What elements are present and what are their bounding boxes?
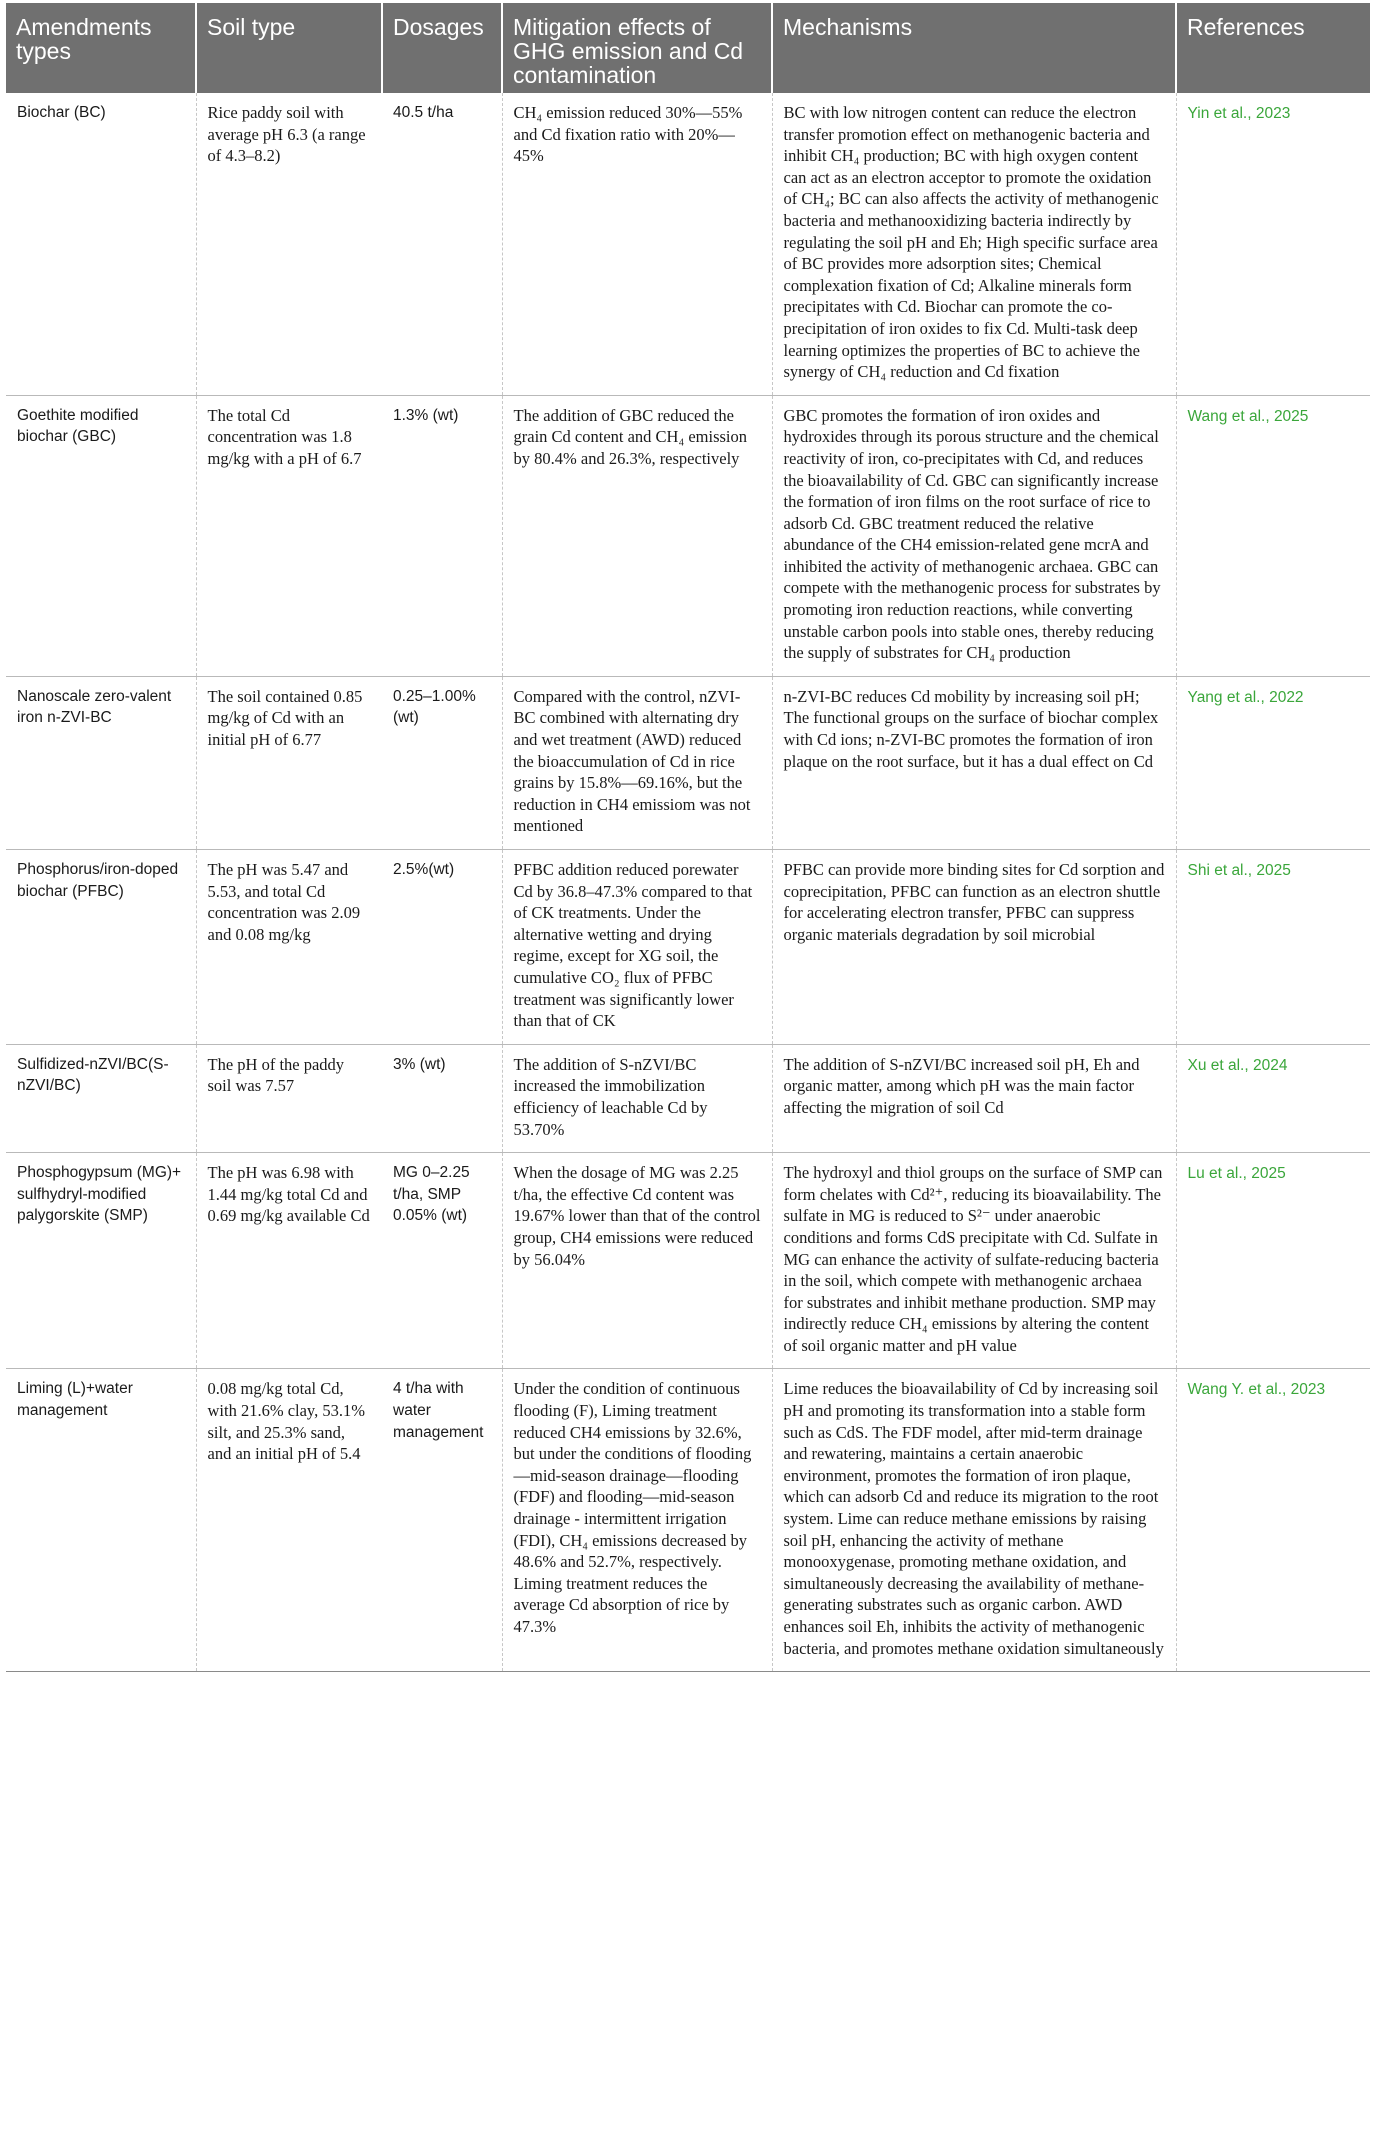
reference-link[interactable]: Yang et al., 2022 <box>1187 688 1304 706</box>
reference-cell <box>1176 850 1370 1045</box>
header-row <box>6 3 1370 93</box>
mitigation-cell: Compared with the control, nZVI-BC combined with alternating dry and wet treatment (AWD) reduced the bioaccumulation of Cd in rice grains by 15.8%—69.16%, but the reduction in CH4 emissiom was not mentioned <box>502 676 772 849</box>
amendment-cell: Phosphorus/iron-doped biochar (PFBC) <box>6 850 196 1045</box>
dosage-cell: 3% (wt) <box>382 1044 502 1152</box>
table-row <box>6 676 1370 849</box>
header-amendments: Amendments types <box>6 3 196 93</box>
mitigation-cell: The addition of GBC reduced the grain Cd content and CH₄ emission by 80.4% and 26.3%, respectively <box>502 395 772 676</box>
amendment-cell: Goethite modified biochar (GBC) <box>6 395 196 676</box>
mechanism-cell: The addition of S-nZVI/BC increased soil pH, Eh and organic matter, among which pH was the main factor affecting the migration of soil Cd <box>772 1044 1176 1152</box>
mechanism-cell: The hydroxyl and thiol groups on the surface of SMP can form chelates with Cd²⁺, reducing its bioavailability. The sulfate in MG is reduced to S²⁻ under anaerobic conditions and forms CdS precipitate with Cd. Sulfate in MG can enhance the activity of sulfate-reducing bacteria in the soil, which compete with methanogenic archaea for substrates and inhibit methane production. SMP may indirectly reduce CH₄ emissions by altering the content of soil organic matter and pH value <box>772 1153 1176 1369</box>
soil-cell: The total Cd concentration was 1.8 mg/kg with a pH of 6.7 <box>196 395 382 676</box>
dosage-cell: 4 t/ha with water management <box>382 1369 502 1672</box>
mitigation-cell: CH₄ emission reduced 30%—55% and Cd fixation ratio with 20%—45% <box>502 93 772 395</box>
table-row <box>6 395 1370 676</box>
table-row <box>6 850 1370 1045</box>
header-references: References <box>1176 3 1370 93</box>
reference-cell <box>1176 676 1370 849</box>
table-row <box>6 1153 1370 1369</box>
reference-link[interactable]: Lu et al., 2025 <box>1187 1165 1286 1183</box>
table-row <box>6 1369 1370 1672</box>
table-body <box>6 93 1370 1672</box>
amendment-cell: Sulfidized-nZVI/BC(S-nZVI/BC) <box>6 1044 196 1152</box>
dosage-cell: 40.5 t/ha <box>382 93 502 395</box>
amendment-cell: Biochar (BC) <box>6 93 196 395</box>
reference-link[interactable]: Xu et al., 2024 <box>1187 1056 1288 1074</box>
reference-cell <box>1176 1153 1370 1369</box>
header-mitigation: Mitigation effects of GHG emission and Cd contamination <box>502 3 772 93</box>
mitigation-cell: Under the condition of continuous flooding (F), Liming treatment reduced CH4 emissions by 32.6%, but under the conditions of flooding—mid-season drainage—flooding (FDF) and flooding—mid-season drainage - intermittent irrigation (FDI), CH₄ emissions decreased by 48.6% and 52.7%, respectively. Liming treatment reduces the average Cd absorption of rice by 47.3% <box>502 1369 772 1672</box>
soil-cell: Rice paddy soil with average pH 6.3 (a range of 4.3–8.2) <box>196 93 382 395</box>
soil-cell: The pH was 6.98 with 1.44 mg/kg total Cd and 0.69 mg/kg available Cd <box>196 1153 382 1369</box>
soil-cell: The pH was 5.47 and 5.53, and total Cd concentration was 2.09 and 0.08 mg/kg <box>196 850 382 1045</box>
dosage-cell: 0.25–1.00% (wt) <box>382 676 502 849</box>
soil-cell: 0.08 mg/kg total Cd, with 21.6% clay, 53.1% silt, and 25.3% sand, and an initial pH of 5.4 <box>196 1369 382 1672</box>
mechanism-cell: n-ZVI-BC reduces Cd mobility by increasing soil pH; The functional groups on the surface of biochar complex with Cd ions; n-ZVI-BC promotes the formation of iron plaque on the root surface, but it has a dual effect on Cd <box>772 676 1176 849</box>
mechanism-cell: Lime reduces the bioavailability of Cd by increasing soil pH and promoting its transformation into a stable form such as CdS. The FDF model, after mid-term drainage and rewatering, maintains a certain anaerobic environment, promotes the formation of iron plaque, which can adsorb Cd and reduce its migration to the root system. Lime can reduce methane emissions by raising soil pH, enhancing the activity of methane monooxygenase, promoting methane oxidation, and simultaneously decreasing the availability of methane-generating substrates such as organic carbon. AWD enhances soil Eh, inhibits the activity of methanogenic bacteria, and promotes methane oxidation simultaneously <box>772 1369 1176 1672</box>
mitigation-cell: PFBC addition reduced porewater Cd by 36.8–47.3% compared to that of CK treatments. Under the alternative wetting and drying regime, except for XG soil, the cumulative CO₂ flux of PFBC treatment was significantly lower than that of CK <box>502 850 772 1045</box>
dosage-cell: 2.5%(wt) <box>382 850 502 1045</box>
reference-cell <box>1176 93 1370 395</box>
amendments-table <box>6 3 1370 1672</box>
mitigation-cell: The addition of S-nZVI/BC increased the immobilization efficiency of leachable Cd by 53.70% <box>502 1044 772 1152</box>
reference-link[interactable]: Yin et al., 2023 <box>1187 105 1291 122</box>
amendment-cell: Phosphogypsum (MG)+ sulfhydryl-modified palygorskite (SMP) <box>6 1153 196 1369</box>
reference-cell <box>1176 395 1370 676</box>
soil-cell: The pH of the paddy soil was 7.57 <box>196 1044 382 1152</box>
reference-cell <box>1176 1369 1370 1672</box>
table-header <box>6 3 1370 93</box>
reference-cell <box>1176 1044 1370 1152</box>
reference-link[interactable]: Shi et al., 2025 <box>1187 862 1291 879</box>
dosage-cell: MG 0–2.25 t/ha, SMP 0.05% (wt) <box>382 1153 502 1369</box>
mechanism-cell: PFBC can provide more binding sites for Cd sorption and coprecipitation, PFBC can function as an electron shuttle for accelerating electron transfer, PFBC can suppress organic materials degradation by soil microbial <box>772 850 1176 1045</box>
mechanism-cell: GBC promotes the formation of iron oxides and hydroxides through its porous structure and the chemical reactivity of iron, co-precipitates with Cd, and reduces the bioavailability of Cd. GBC can significantly increase the formation of iron films on the root surface of rice to adsorb Cd. GBC treatment reduced the relative abundance of the CH4 emission-related gene mcrA and inhibited the activity of methanogenic archaea. GBC can compete with the methanogenic process for substrates by promoting iron reduction reactions, while converting unstable carbon pools into stable ones, thereby reducing the supply of substrates for CH₄ production <box>772 395 1176 676</box>
header-mechanisms: Mechanisms <box>772 3 1176 93</box>
dosage-cell: 1.3% (wt) <box>382 395 502 676</box>
header-dosages: Dosages <box>382 3 502 93</box>
header-soil-type: Soil type <box>196 3 382 93</box>
amendment-cell: Liming (L)+water management <box>6 1369 196 1672</box>
reference-link[interactable]: Wang Y. et al., 2023 <box>1187 1381 1326 1399</box>
soil-cell: The soil contained 0.85 mg/kg of Cd with an initial pH of 6.77 <box>196 676 382 849</box>
mitigation-cell: When the dosage of MG was 2.25 t/ha, the effective Cd content was 19.67% lower than that of the control group, CH4 emissions were reduced by 56.04% <box>502 1153 772 1369</box>
mechanism-cell: BC with low nitrogen content can reduce the electron transfer promotion effect on methanogenic bacteria and inhibit CH₄ production; BC with high oxygen content can act as an electron acceptor to promote the oxidation of CH₄; BC can also affects the activity of methanogenic bacteria and methanooxidizing bacteria indirectly by regulating the soil pH and Eh; High specific surface area of BC provides more adsorption sites; Chemical complexation fixation of Cd; Alkaline minerals form precipitates with Cd. Biochar can promote the co-precipitation of iron oxides to fix Cd. Multi-task deep learning optimizes the properties of BC to achieve the synergy of CH₄ reduction and Cd fixation <box>772 93 1176 395</box>
amendment-cell: Nanoscale zero-valent iron n-ZVI-BC <box>6 676 196 849</box>
table-row <box>6 93 1370 395</box>
reference-link[interactable]: Wang et al., 2025 <box>1187 407 1309 425</box>
table-row <box>6 1044 1370 1152</box>
